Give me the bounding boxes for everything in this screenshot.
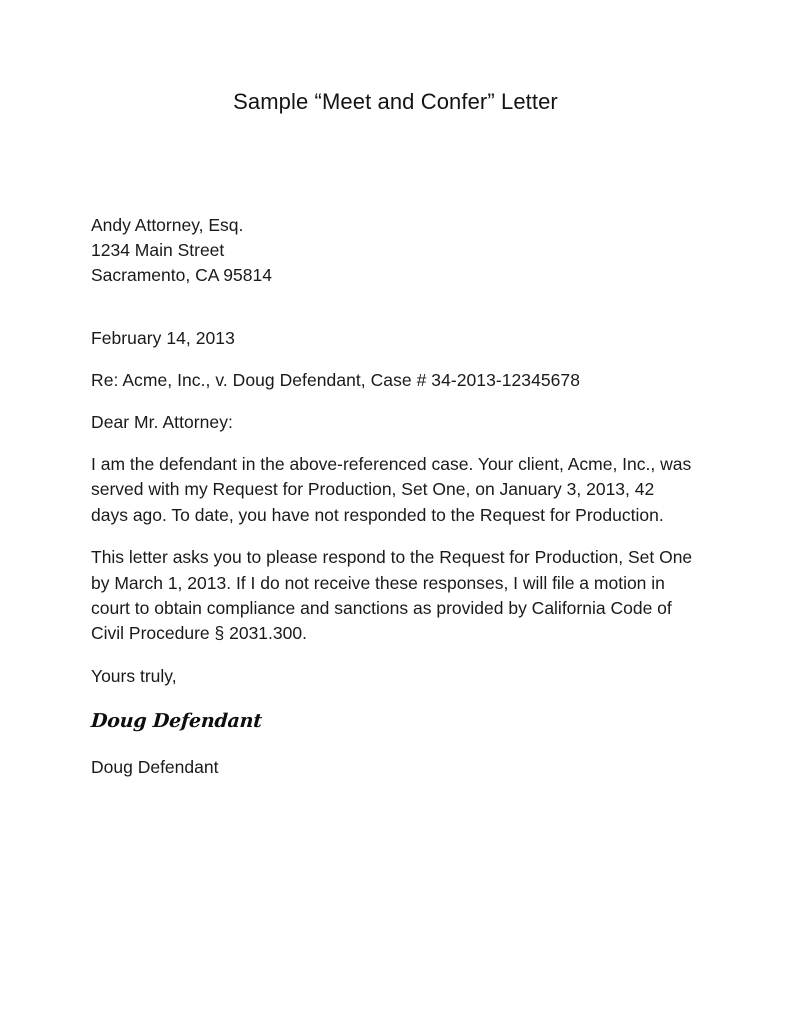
letter-date: February 14, 2013 <box>91 328 235 348</box>
spacer-after-address <box>91 288 696 326</box>
spacer-after-reference <box>91 393 696 410</box>
reference-line: Re: Acme, Inc., v. Doug Defendant, Case # 34-2013-12345678 <box>91 370 580 390</box>
salutation: Dear Mr. Attorney: <box>91 412 233 432</box>
letter-body <box>91 213 696 780</box>
spacer-after-salutation <box>91 435 696 452</box>
recipient-street: 1234 Main Street <box>91 240 225 260</box>
body-paragraph-2: This letter asks you to please respond to the Request for Production, Set One by March 1, 2013. If I do not receive these responses, I will file a motion in court to obtain compliance and sanctions as provided by California Code of Civil Procedure § 2031.300. <box>91 547 693 644</box>
spacer-before-closing <box>91 647 696 664</box>
spacer-after-signature <box>91 735 696 755</box>
spacer-between-paragraphs <box>91 528 696 545</box>
closing-salutation: Yours truly, <box>91 665 177 686</box>
recipient-name: Andy Attorney, Esq. <box>91 215 244 235</box>
signer-printed-name: Doug Defendant <box>91 756 219 777</box>
recipient-address-block <box>91 213 696 288</box>
handwritten-signature: Doug Defendant <box>90 709 263 732</box>
body-paragraph-1: I am the defendant in the above-referenced case. Your client, Acme, Inc., was served with my Request for Production, Set One, on January 3, 2013, 42 days ago. To date, you have not responded to the Request for Production. <box>91 454 692 525</box>
spacer-before-signature <box>91 689 696 709</box>
recipient-city-state-zip: Sacramento, CA 95814 <box>91 265 272 285</box>
spacer-after-date <box>91 351 696 368</box>
page-title: Sample “Meet and Confer” Letter <box>233 89 558 114</box>
signature-row <box>91 709 696 735</box>
